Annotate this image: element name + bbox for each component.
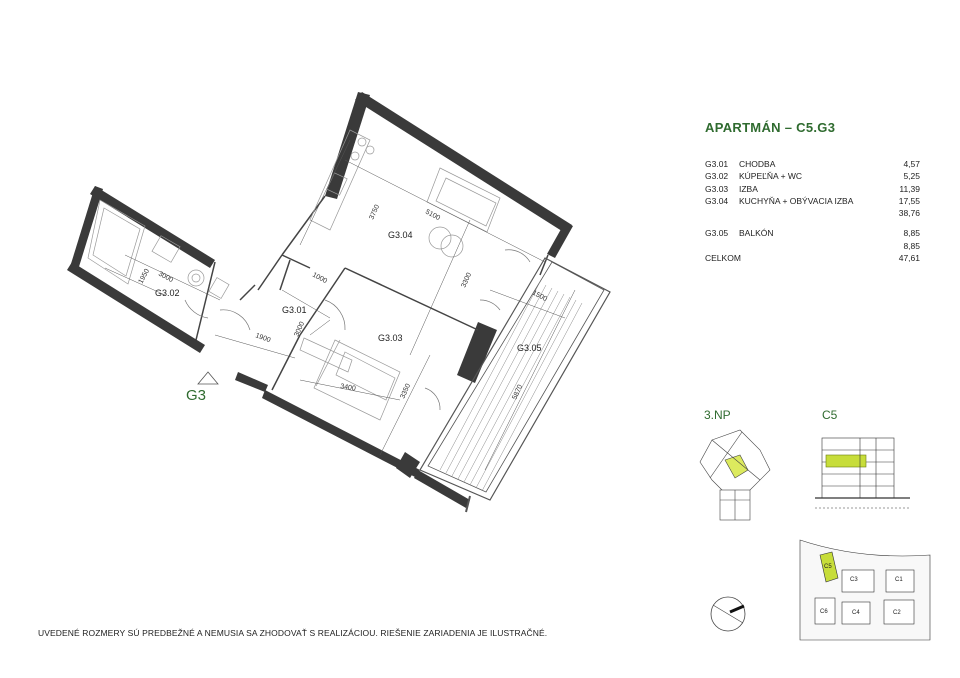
- area-row: [705, 227, 920, 239]
- dim-5870: 5870: [511, 383, 525, 401]
- floor-label: 3.NP: [704, 408, 731, 422]
- dim-1500: 1500: [531, 289, 549, 304]
- dimension-texts: [138, 204, 549, 401]
- room-code: G3.04: [705, 195, 729, 206]
- label-g305: G3.05: [517, 343, 542, 353]
- room-code: G3.03: [705, 183, 729, 194]
- room-name: CHODBA: [739, 159, 776, 169]
- interior-walls: [196, 196, 548, 390]
- area-table: [705, 158, 920, 264]
- dim-1900: 1900: [254, 332, 272, 345]
- room-area: 11,39: [899, 183, 920, 194]
- room-code: G3.01: [705, 159, 729, 169]
- interior-total-row: [705, 207, 920, 219]
- dim-3750: 3750: [368, 203, 382, 221]
- dim-3000-hall: 3000: [293, 320, 307, 338]
- dim-3400: 3400: [339, 383, 357, 393]
- area-row: [705, 195, 920, 207]
- section-diagram: [815, 438, 910, 508]
- exterior-total-row: [705, 240, 920, 252]
- area-row: [705, 158, 920, 170]
- disclaimer-footnote: UVEDENÉ ROZMERY SÚ PREDBEŽNÉ A NEMUSIA SA ZHODOVAŤ S REALIZÁCIOU. RIEŠENIE ZARIADENIA JE ILUSTRAČNÉ.: [38, 628, 548, 638]
- dim-5100: 5100: [424, 208, 442, 223]
- room-name: KUCHYŇA + OBÝVACIA IZBA: [739, 195, 854, 206]
- grand-total-row: [705, 252, 920, 264]
- interior-total: 38,76: [898, 208, 920, 219]
- label-g302: G3.02: [155, 288, 180, 298]
- site-plan: [800, 540, 930, 640]
- dim-3350: 3350: [399, 382, 413, 400]
- area-row: [705, 183, 920, 195]
- room-area: 17,55: [898, 195, 920, 206]
- entrance-marker: [198, 372, 218, 384]
- dim-3000-bath: 3000: [157, 270, 175, 285]
- dim-3300: 3300: [460, 271, 474, 289]
- label-g301: G3.01: [282, 305, 307, 315]
- floor-key-plan: [700, 430, 770, 520]
- dim-1950: 1950: [137, 267, 152, 285]
- room-name: KÚPEĽŇA + WC: [739, 171, 803, 182]
- north-arrow-icon: [711, 597, 745, 631]
- area-row: [705, 170, 920, 182]
- site-label-c6: C6: [820, 609, 828, 615]
- site-label-c4: C4: [852, 610, 860, 616]
- room-name: BALKÓN: [739, 228, 774, 239]
- apartment-title: APARTMÁN – C5.G3: [705, 120, 836, 135]
- room-code: G3.05: [705, 228, 729, 239]
- unit-label: G3: [186, 387, 207, 404]
- room-name: IZBA: [739, 183, 758, 194]
- room-area: 4,57: [903, 159, 920, 169]
- building-label: C5: [822, 408, 838, 422]
- room-code: G3.02: [705, 171, 729, 182]
- grand-total-value: 47,61: [898, 253, 920, 264]
- room-area: 8,85: [903, 228, 920, 239]
- dim-1000: 1000: [311, 271, 329, 286]
- label-g304: G3.04: [388, 230, 413, 240]
- balcony: [420, 258, 610, 512]
- site-label-c3: C3: [850, 577, 858, 583]
- grand-total-label: CELKOM: [705, 253, 741, 264]
- site-label-c5: C5: [824, 564, 832, 570]
- room-area: 5,25: [903, 171, 920, 182]
- site-label-c2: C2: [893, 610, 901, 616]
- exterior-total: 8,85: [903, 240, 920, 251]
- site-label-c1: C1: [895, 577, 903, 583]
- label-g303: G3.03: [378, 333, 403, 343]
- furniture: [88, 130, 500, 420]
